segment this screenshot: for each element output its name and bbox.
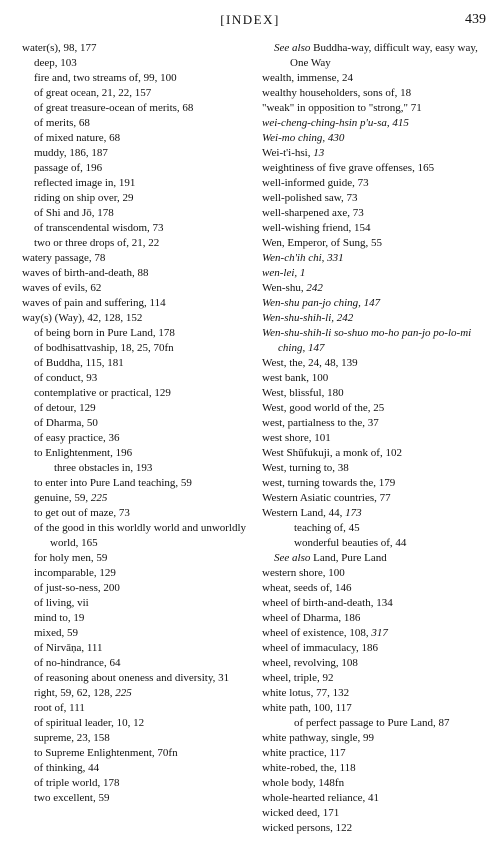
index-entry bbox=[262, 281, 492, 296]
index-entry bbox=[262, 131, 492, 146]
entry-text: contemplative or practical, 129 bbox=[34, 387, 171, 399]
entry-text: whole-hearted reliance, 41 bbox=[262, 792, 379, 804]
entry-text: water(s), 98, 177 bbox=[22, 42, 97, 54]
entry-text: "weak" in opposition to "strong," 71 bbox=[262, 102, 422, 114]
entry-text: passage of, 196 bbox=[34, 162, 103, 174]
entry-text: of great treasure-ocean of merits, 68 bbox=[34, 102, 194, 114]
entry-text: Wen-shu-shih-li so-shuo mo-ho pan-jo po-lo-mi ching, 147 bbox=[262, 327, 472, 354]
index-entry bbox=[262, 626, 492, 641]
entry-text: Wen-ch'ih chi, 331 bbox=[262, 252, 344, 264]
index-entry bbox=[262, 71, 492, 86]
entry-text: wheel of immaculacy, 186 bbox=[262, 642, 378, 654]
entry-text: whole body, 148fn bbox=[262, 777, 345, 789]
entry-text: wheel, triple, 92 bbox=[262, 672, 334, 684]
entry-text: Wei-mo ching, 430 bbox=[262, 132, 345, 144]
entry-text: teaching of, 45 bbox=[294, 522, 360, 534]
index-entry bbox=[262, 476, 492, 491]
index-entry bbox=[262, 551, 492, 566]
index-entry bbox=[22, 41, 254, 56]
index-entry bbox=[262, 701, 492, 716]
entry-text: West, blissful, 180 bbox=[262, 387, 344, 399]
entry-text: of triple world, 178 bbox=[34, 777, 120, 789]
entry-text: Wen, Emperor, of Sung, 55 bbox=[262, 237, 382, 249]
entry-text: Wen-shu, bbox=[262, 282, 307, 294]
entry-text: of thinking, 44 bbox=[34, 762, 100, 774]
entry-text: waves of birth-and-death, 88 bbox=[22, 267, 149, 279]
entry-text: right, 59, 62, 128, bbox=[34, 687, 116, 699]
entry-text: Western Land, 44, bbox=[262, 507, 346, 519]
index-entry bbox=[262, 311, 492, 326]
index-entry bbox=[22, 101, 254, 116]
index-entry bbox=[22, 476, 254, 491]
index-entry bbox=[262, 776, 492, 791]
index-entry bbox=[262, 491, 492, 506]
entry-text: wheel of birth-and-death, 134 bbox=[262, 597, 393, 609]
index-column-left bbox=[22, 41, 254, 806]
entry-text: to enter into Pure Land teaching, 59 bbox=[34, 477, 192, 489]
entry-text: Buddha-way, difficult way, easy way, One Way bbox=[290, 42, 478, 69]
entry-text: two or three drops of, 21, 22 bbox=[34, 237, 160, 249]
entry-text: of easy practice, 36 bbox=[34, 432, 120, 444]
see-also-label: See also bbox=[274, 42, 311, 54]
entry-text: of being born in Pure Land, 178 bbox=[34, 327, 175, 339]
index-entry bbox=[22, 86, 254, 101]
entry-text: for holy men, 59 bbox=[34, 552, 108, 564]
entry-text: Land, Pure Land bbox=[313, 552, 387, 564]
index-entry bbox=[262, 581, 492, 596]
index-entry bbox=[22, 416, 254, 431]
index-entry bbox=[22, 461, 254, 476]
index-entry bbox=[262, 191, 492, 206]
index-entry bbox=[262, 611, 492, 626]
entry-text: fire and, two streams of, 99, 100 bbox=[34, 72, 177, 84]
entry-text: west, turning towards the, 179 bbox=[262, 477, 396, 489]
entry-text: muddy, 186, 187 bbox=[34, 147, 108, 159]
entry-text: well-wishing friend, 154 bbox=[262, 222, 371, 234]
index-entry bbox=[262, 161, 492, 176]
entry-text: Wen-shu-shih-li, 242 bbox=[262, 312, 354, 324]
index-entry bbox=[22, 251, 254, 266]
entry-text: of Dharma, 50 bbox=[34, 417, 98, 429]
index-entry bbox=[262, 791, 492, 806]
entry-text: two excellent, 59 bbox=[34, 792, 110, 804]
index-entry bbox=[22, 221, 254, 236]
index-entry bbox=[262, 716, 492, 731]
index-entry bbox=[262, 386, 492, 401]
entry-text: incomparable, 129 bbox=[34, 567, 116, 579]
index-entry bbox=[262, 101, 492, 116]
index-entry bbox=[22, 521, 254, 551]
entry-text: wei-cheng-ching-hsin p'u-sa, 415 bbox=[262, 117, 409, 129]
index-column-right bbox=[262, 41, 492, 836]
index-entry bbox=[22, 116, 254, 131]
entry-text: wheat, seeds of, 146 bbox=[262, 582, 352, 594]
entry-text: wicked persons, 122 bbox=[262, 822, 353, 834]
index-entry bbox=[262, 236, 492, 251]
index-entry bbox=[22, 731, 254, 746]
entry-text: West, the, 24, 48, 139 bbox=[262, 357, 358, 369]
index-entry bbox=[22, 56, 254, 71]
index-entry bbox=[22, 326, 254, 341]
index-entry bbox=[22, 746, 254, 761]
italic-page-ref: 242 bbox=[306, 282, 323, 294]
index-entry bbox=[262, 446, 492, 461]
index-entry bbox=[22, 596, 254, 611]
index-entry bbox=[22, 791, 254, 806]
index-entry bbox=[22, 386, 254, 401]
index-entry bbox=[22, 401, 254, 416]
index-entry bbox=[22, 131, 254, 146]
entry-text: three obstacles in, 193 bbox=[54, 462, 153, 474]
see-also-label: See also bbox=[274, 552, 311, 564]
index-entry bbox=[22, 206, 254, 221]
index-entry bbox=[262, 596, 492, 611]
entry-text: genuine, 59, bbox=[34, 492, 91, 504]
entry-text: West, turning to, 38 bbox=[262, 462, 349, 474]
running-title: [INDEX] bbox=[220, 12, 280, 27]
entry-text: wealth, immense, 24 bbox=[262, 72, 354, 84]
index-entry bbox=[22, 551, 254, 566]
index-entry bbox=[22, 671, 254, 686]
entry-text: West Shūfukuji, a monk of, 102 bbox=[262, 447, 402, 459]
index-entry bbox=[22, 611, 254, 626]
entry-text: white pathway, single, 99 bbox=[262, 732, 375, 744]
index-entry bbox=[22, 641, 254, 656]
entry-text: of Nirvāṇa, 111 bbox=[34, 642, 103, 654]
index-entry bbox=[262, 401, 492, 416]
index-entry bbox=[262, 326, 492, 356]
entry-text: way(s) (Way), 42, 128, 152 bbox=[22, 312, 143, 324]
entry-text: mind to, 19 bbox=[34, 612, 85, 624]
italic-page-ref: 225 bbox=[115, 687, 132, 699]
index-entry bbox=[22, 281, 254, 296]
index-entry bbox=[262, 266, 492, 281]
entry-text: well-polished saw, 73 bbox=[262, 192, 358, 204]
index-entry bbox=[262, 296, 492, 311]
index-entry bbox=[262, 116, 492, 131]
entry-text: watery passage, 78 bbox=[22, 252, 106, 264]
entry-text: to Supreme Enlightenment, 70fn bbox=[34, 747, 178, 759]
index-entry bbox=[22, 686, 254, 701]
index-entry bbox=[22, 311, 254, 326]
entry-text: wheel of existence, 108, bbox=[262, 627, 372, 639]
index-entry bbox=[22, 581, 254, 596]
entry-text: of Buddha, 115, 181 bbox=[34, 357, 124, 369]
index-entry bbox=[22, 656, 254, 671]
index-entry bbox=[22, 371, 254, 386]
index-entry bbox=[262, 641, 492, 656]
italic-page-ref: 173 bbox=[345, 507, 362, 519]
index-entry bbox=[22, 191, 254, 206]
index-entry bbox=[22, 236, 254, 251]
index-entry bbox=[262, 656, 492, 671]
index-entry bbox=[22, 176, 254, 191]
entry-text: of reasoning about oneness and diversity, 31 bbox=[34, 672, 230, 684]
entry-text: of living, vii bbox=[34, 597, 89, 609]
index-entry bbox=[262, 146, 492, 161]
entry-text: of merits, 68 bbox=[34, 117, 90, 129]
index-entry bbox=[22, 146, 254, 161]
italic-page-ref: 13 bbox=[313, 147, 325, 159]
entry-text: of spiritual leader, 10, 12 bbox=[34, 717, 145, 729]
index-entry bbox=[22, 761, 254, 776]
entry-text: of the good in this worldly world and unworldly world, 165 bbox=[34, 522, 247, 549]
index-entry bbox=[262, 536, 492, 551]
entry-text: western shore, 100 bbox=[262, 567, 345, 579]
entry-text: supreme, 23, 158 bbox=[34, 732, 110, 744]
index-entry bbox=[262, 686, 492, 701]
entry-text: riding on ship over, 29 bbox=[34, 192, 134, 204]
entry-text: of just-so-ness, 200 bbox=[34, 582, 120, 594]
entry-text: Wei-t'i-hsi, bbox=[262, 147, 314, 159]
entry-text: white-robed, the, 118 bbox=[262, 762, 356, 774]
index-entry bbox=[22, 296, 254, 311]
page-number: 439 bbox=[465, 12, 486, 27]
index-entry bbox=[262, 566, 492, 581]
entry-text: reflected image in, 191 bbox=[34, 177, 136, 189]
index-entry bbox=[262, 41, 492, 71]
entry-text: of mixed nature, 68 bbox=[34, 132, 121, 144]
entry-text: of conduct, 93 bbox=[34, 372, 98, 384]
entry-text: white path, 100, 117 bbox=[262, 702, 352, 714]
index-entry bbox=[22, 71, 254, 86]
entry-text: waves of evils, 62 bbox=[22, 282, 102, 294]
entry-text: weightiness of five grave offenses, 165 bbox=[262, 162, 435, 174]
entry-text: wen-lei, 1 bbox=[262, 267, 306, 279]
index-entry bbox=[22, 716, 254, 731]
entry-text: well-informed guide, 73 bbox=[262, 177, 369, 189]
entry-text: Wen-shu pan-jo ching, 147 bbox=[262, 297, 381, 309]
index-entry bbox=[262, 461, 492, 476]
index-entry bbox=[262, 521, 492, 536]
entry-text: of transcendental wisdom, 73 bbox=[34, 222, 164, 234]
entry-text: of great ocean, 21, 22, 157 bbox=[34, 87, 152, 99]
entry-text: to Enlightenment, 196 bbox=[34, 447, 133, 459]
entry-text: of perfect passage to Pure Land, 87 bbox=[294, 717, 450, 729]
index-entry bbox=[22, 161, 254, 176]
index-entry bbox=[262, 416, 492, 431]
entry-text: of bodhisattvaship, 18, 25, 70fn bbox=[34, 342, 174, 354]
index-entry bbox=[22, 266, 254, 281]
entry-text: West, good world of the, 25 bbox=[262, 402, 385, 414]
entry-text: white lotus, 77, 132 bbox=[262, 687, 350, 699]
index-entry bbox=[22, 566, 254, 581]
entry-text: mixed, 59 bbox=[34, 627, 78, 639]
entry-text: waves of pain and suffering, 114 bbox=[22, 297, 166, 309]
index-entry bbox=[262, 221, 492, 236]
entry-text: deep, 103 bbox=[34, 57, 77, 69]
index-entry bbox=[262, 821, 492, 836]
index-entry bbox=[22, 506, 254, 521]
index-entry bbox=[262, 371, 492, 386]
index-entry bbox=[262, 86, 492, 101]
page-header bbox=[0, 12, 500, 32]
index-entry bbox=[262, 806, 492, 821]
entry-text: of Shi and Jō, 178 bbox=[34, 207, 114, 219]
index-entry bbox=[22, 356, 254, 371]
index-entry bbox=[22, 431, 254, 446]
entry-text: wealthy householders, sons of, 18 bbox=[262, 87, 412, 99]
entry-text: west bank, 100 bbox=[262, 372, 329, 384]
index-entry bbox=[262, 431, 492, 446]
index-entry bbox=[262, 176, 492, 191]
index-entry bbox=[262, 356, 492, 371]
index-entry bbox=[262, 251, 492, 266]
index-entry bbox=[262, 206, 492, 221]
index-entry bbox=[262, 746, 492, 761]
italic-page-ref: 317 bbox=[371, 627, 388, 639]
index-entry bbox=[22, 341, 254, 356]
entry-text: well-sharpened axe, 73 bbox=[262, 207, 364, 219]
entry-text: wonderful beauties of, 44 bbox=[294, 537, 407, 549]
entry-text: west shore, 101 bbox=[262, 432, 331, 444]
entry-text: wheel, revolving, 108 bbox=[262, 657, 358, 669]
entry-text: of detour, 129 bbox=[34, 402, 96, 414]
entry-text: wicked deed, 171 bbox=[262, 807, 340, 819]
entry-text: wheel of Dharma, 186 bbox=[262, 612, 361, 624]
entry-text: of no-hindrance, 64 bbox=[34, 657, 121, 669]
index-entry bbox=[262, 731, 492, 746]
entry-text: west, partialness to the, 37 bbox=[262, 417, 379, 429]
index-entry bbox=[22, 626, 254, 641]
italic-page-ref: 225 bbox=[90, 492, 108, 504]
index-entry bbox=[262, 671, 492, 686]
entry-text: to get out of maze, 73 bbox=[34, 507, 130, 519]
index-entry bbox=[262, 506, 492, 521]
entry-text: white practice, 117 bbox=[262, 747, 346, 759]
index-entry bbox=[22, 491, 254, 506]
entry-text: root of, 111 bbox=[34, 702, 85, 714]
index-entry bbox=[262, 761, 492, 776]
entry-text: Western Asiatic countries, 77 bbox=[262, 492, 391, 504]
index-entry bbox=[22, 701, 254, 716]
index-entry bbox=[22, 776, 254, 791]
index-entry bbox=[22, 446, 254, 461]
